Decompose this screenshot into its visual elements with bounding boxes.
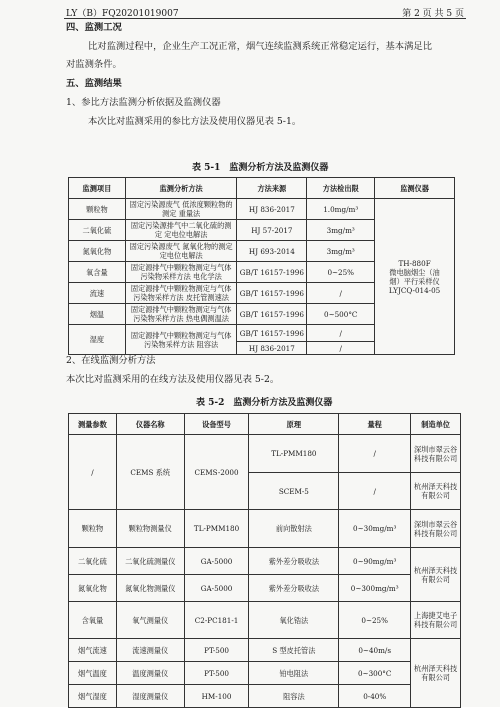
cell-maker: 杭州泽天科技有限公司 — [411, 473, 461, 510]
cell-source: GB/T 16157-1996 — [237, 325, 307, 342]
subsection-2-title: 2、在线监测分析方法 — [66, 355, 156, 366]
cell-item: 二氧化硫 — [69, 220, 126, 241]
cell-range: / — [339, 473, 411, 510]
cell-param: 含氧量 — [69, 602, 117, 639]
cell-principle: TL-PMM180 — [249, 435, 339, 473]
cell-limit: 3mg/m³ — [307, 241, 375, 262]
cell-item: 颗粒物 — [69, 199, 126, 220]
col-header: 原理 — [249, 414, 339, 435]
cell-method: 固定源排气中颗粒物测定与气体污染物采样方法 热电偶测温法 — [125, 304, 237, 325]
page-number: 第 2 页 共 5 页 — [402, 9, 464, 19]
cell-name: 氮氧化物测量仪 — [116, 575, 184, 602]
instrument-line: 烟）平行采样仪 — [389, 276, 440, 286]
cell-range: 0~40m/s — [339, 639, 411, 662]
cell-model: TL-PMM180 — [184, 510, 249, 548]
cell-range: 0~300°C — [339, 662, 411, 685]
cell-maker: 上海捷艾电子科技有限公司 — [411, 602, 461, 639]
cell-name: 氧气测量仪 — [116, 602, 184, 639]
cell-principle: 紫外差分吸收法 — [249, 548, 339, 575]
cell-principle: 铂电阻法 — [249, 662, 339, 685]
cell-param: 烟气流速 — [69, 639, 117, 662]
table-row — [69, 639, 461, 662]
cell-method: 固定源排气中颗粒物测定与气体污染物采样方法 皮托管测速法 — [125, 283, 237, 304]
cell-model: CEMS-2000 — [184, 435, 249, 510]
cell-model: PT-500 — [184, 639, 249, 662]
cell-principle: S 型皮托管法 — [249, 639, 339, 662]
cell-param: 烟气湿度 — [69, 685, 117, 708]
cell-principle: 前向散射法 — [249, 510, 339, 548]
cell-source: HJ 836-2017 — [237, 342, 307, 355]
cell-principle: 紫外差分吸收法 — [249, 575, 339, 602]
cell-method: 固定源排气中颗粒物测定与气体污染物采样方法 电化学法 — [125, 262, 237, 283]
cell-model: GA-5000 — [184, 548, 249, 575]
table-row — [69, 510, 461, 548]
document-number: LY（B）FQ20201019007 — [66, 9, 179, 19]
cell-name: 流速测量仪 — [116, 639, 184, 662]
col-header: 方法来源 — [237, 178, 307, 199]
table-5-2 — [68, 413, 461, 708]
instrument-line: 微电脑烟尘（油 — [389, 267, 440, 277]
cell-model: PT-500 — [184, 662, 249, 685]
instrument-line: LYJCQ-014-05 — [388, 285, 441, 295]
cell-method: 固定污染源废气 氮氧化物的测定 定电位电解法 — [125, 241, 237, 262]
table-row — [69, 435, 461, 473]
cell-limit: 0~25% — [307, 262, 375, 283]
table-row — [69, 662, 461, 685]
col-header: 仪器名称 — [116, 414, 184, 435]
cell-model: GA-5000 — [184, 575, 249, 602]
cell-limit: / — [307, 342, 375, 355]
cell-name: 颗粒物测量仪 — [116, 510, 184, 548]
cell-maker: 杭州泽天科技有限公司 — [411, 639, 461, 708]
table-row — [69, 199, 455, 220]
subsection-2-para: 本次比对监测采用的在线方法及使用仪器见表 5-2。 — [66, 374, 280, 385]
col-header: 制造单位 — [411, 414, 461, 435]
cell-source: HJ 693-2014 — [237, 241, 307, 262]
cell-name: 温度测量仪 — [116, 662, 184, 685]
cell-item: 氮氧化物 — [69, 241, 126, 262]
table-row — [69, 602, 461, 639]
section-4-para-line2: 对监测条件。 — [66, 59, 122, 70]
cell-param: 二氧化硫 — [69, 548, 117, 575]
subsection-1-title: 1、参比方法监测分析依据及监测仪器 — [66, 97, 221, 108]
cell-range: 0-40% — [339, 685, 411, 708]
cell-principle: 阻容法 — [249, 685, 339, 708]
cell-item: 流速 — [69, 283, 126, 304]
cell-method: 固定污染源废气 低浓度颗粒物的测定 重量法 — [125, 199, 237, 220]
cell-maker: 杭州泽天科技有限公司 — [411, 548, 461, 602]
col-header: 设备型号 — [184, 414, 249, 435]
cell-param: / — [69, 435, 117, 510]
cell-param: 烟气温度 — [69, 662, 117, 685]
cell-source: GB/T 16157-1996 — [237, 262, 307, 283]
cell-limit: 3mg/m³ — [307, 220, 375, 241]
cell-item: 烟温 — [69, 304, 126, 325]
cell-instrument — [375, 199, 455, 355]
table-5-2-caption: 表 5-2 监测分析方法及监测仪器 — [196, 398, 333, 408]
cell-source: HJ 57-2017 — [237, 220, 307, 241]
cell-limit: 0~500°C — [307, 304, 375, 325]
table-header-row — [69, 178, 455, 199]
cell-principle: SCEM-5 — [249, 473, 339, 510]
table-5-1 — [68, 177, 455, 355]
instrument-line: TH-880F — [398, 258, 431, 268]
table-row — [69, 548, 461, 575]
cell-source: HJ 836-2017 — [237, 199, 307, 220]
cell-range: 0~25% — [339, 602, 411, 639]
cell-method: 固定源排气中颗粒物测定与气体污染物采样方法 阻容法 — [125, 325, 237, 355]
col-header: 监测分析方法 — [125, 178, 237, 199]
section-4-para-line1: 比对监测过程中，企业生产工况正常，烟气连续监测系统正常稳定运行，基本满足比 — [88, 41, 432, 52]
subsection-1-para: 本次比对监测采用的参比方法及使用仪器见表 5-1。 — [88, 116, 302, 127]
section-4-title: 四、监测工况 — [66, 22, 122, 33]
cell-item: 氧含量 — [69, 262, 126, 283]
table-row — [69, 685, 461, 708]
col-header: 方法检出限 — [307, 178, 375, 199]
col-header: 测量参数 — [69, 414, 117, 435]
cell-param: 颗粒物 — [69, 510, 117, 548]
cell-maker: 深圳市翠云谷科技有限公司 — [411, 435, 461, 473]
cell-range: 0~90mg/m³ — [339, 548, 411, 575]
header-rule — [64, 18, 466, 19]
cell-method: 固定污染源排气中二氧化硫的测定 定电位电解法 — [125, 220, 237, 241]
cell-model: HM-100 — [184, 685, 249, 708]
cell-maker: 深圳市翠云谷科技有限公司 — [411, 510, 461, 548]
section-5-title: 五、监测结果 — [66, 78, 122, 89]
cell-limit: / — [307, 283, 375, 304]
cell-limit: 1.0mg/m³ — [307, 199, 375, 220]
cell-source: GB/T 16157-1996 — [237, 304, 307, 325]
table-header-row — [69, 414, 461, 435]
col-header: 监测项目 — [69, 178, 126, 199]
table-5-1-caption: 表 5-1 监测分析方法及监测仪器 — [192, 163, 329, 173]
cell-source: GB/T 16157-1996 — [237, 283, 307, 304]
cell-range: 0~30mg/m³ — [339, 510, 411, 548]
col-header: 监测仪器 — [375, 178, 455, 199]
cell-name: CEMS 系统 — [116, 435, 184, 510]
table-row — [69, 575, 461, 602]
cell-range: 0~300mg/m³ — [339, 575, 411, 602]
cell-item: 湿度 — [69, 325, 126, 355]
cell-param: 氮氧化物 — [69, 575, 117, 602]
cell-model: C2-PC181-1 — [184, 602, 249, 639]
cell-limit: / — [307, 325, 375, 342]
cell-name: 湿度测量仪 — [116, 685, 184, 708]
cell-name: 二氧化硫测量仪 — [116, 548, 184, 575]
cell-range: / — [339, 435, 411, 473]
cell-principle: 氧化锆法 — [249, 602, 339, 639]
col-header: 量程 — [339, 414, 411, 435]
